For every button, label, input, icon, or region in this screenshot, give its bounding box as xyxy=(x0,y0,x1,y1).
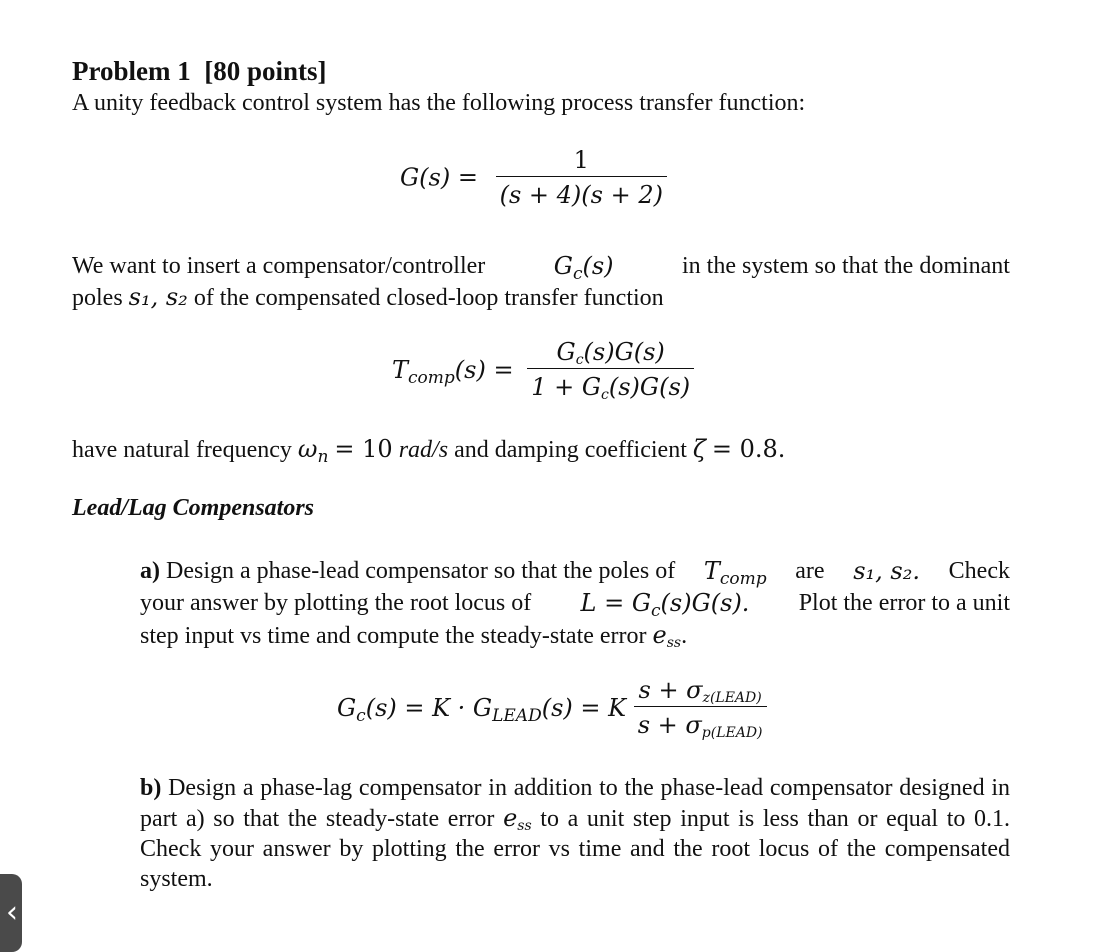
equation-tcomp-lhs: $T_{comp}(s)$ = xyxy=(392,355,514,388)
part-a-label: a) xyxy=(140,558,160,584)
equation-lead-fraction xyxy=(634,676,767,739)
part-a-line-2: your answer by plotting the root locus of $L = G_c(s)G(s)$. Plot the error to a unit xyxy=(140,589,1010,621)
section-heading: Lead/Lag Compensators xyxy=(72,495,315,521)
equation-g-fraction xyxy=(496,146,667,209)
equation-g-denominator: (s + 4)(s + 2) xyxy=(496,176,667,209)
equation-lead-lhs: $G_c(s) = K \cdot G_{LEAD}(s) = K$ xyxy=(337,693,627,726)
spec-line: have natural frequency $\omega_n = 10$ rad/s and damping coefficient ζ = 0.8. xyxy=(72,435,786,467)
part-b-ess: $e_{ss}$ xyxy=(503,804,532,834)
equation-lead-numerator: $s + \sigma_{z(LEAD)}$ xyxy=(638,676,762,706)
part-a-tcomp: $T_{comp}$ xyxy=(703,557,767,589)
description-poles: s₁, s₂ xyxy=(128,283,188,311)
equation-tcomp-numerator: $G_c(s)G(s)$ xyxy=(556,338,665,368)
part-b-label: b) xyxy=(140,775,162,801)
chevron-left-icon: ‹ xyxy=(6,895,18,930)
problem-intro: A unity feedback control system has the following process transfer function: xyxy=(72,90,806,116)
equation-tcomp-denominator: $1 + G_c(s)G(s)$ xyxy=(527,368,694,401)
description-line-2: poles s₁, s₂ of the compensated closed-loop transfer function xyxy=(72,283,664,311)
part-a-line-3: step input vs time and compute the steady-state error $e_{ss}$. xyxy=(140,621,688,651)
problem-points: [80 points] xyxy=(204,56,327,86)
equation-tcomp-fraction xyxy=(527,338,694,401)
spec-zeta: ζ xyxy=(692,435,706,463)
part-a-ess: $e_{ss}$ xyxy=(652,621,682,651)
back-button[interactable] xyxy=(0,874,22,952)
description-gc: $G_c(s)$ xyxy=(553,252,614,284)
problem-title xyxy=(72,56,327,87)
equation-lead-denominator: $s + \sigma_{p(LEAD)}$ xyxy=(634,706,767,739)
description-line-1 xyxy=(72,251,1010,282)
part-a-line-1: a) Design a phase-lead compensator so that the poles of $T_{comp}$ are s₁, s₂. Check xyxy=(140,557,1010,589)
description-text-2: in the system so that the dominant xyxy=(682,253,1010,279)
spec-omega-n: $\omega_n$ xyxy=(297,435,329,467)
problem-number: Problem 1 xyxy=(72,56,191,86)
description-text-1: We want to insert a compensator/controller xyxy=(72,253,486,279)
part-b-paragraph: b) Design a phase-lag compensator in addition to the phase-lead compensator designed in part a) so that the steady-state error $e_{ss}$ to a unit step input is less than or equal to 0.1. Check your answer by plotting the error vs time and the root locus of the compensated system. xyxy=(140,775,1011,892)
equation-g-lhs: G(s) = xyxy=(400,163,478,192)
spec-units: rad/s xyxy=(398,437,449,463)
equation-lead xyxy=(337,676,767,739)
equation-g-numerator: 1 xyxy=(573,146,589,174)
equation-tcomp xyxy=(392,338,694,401)
equation-g xyxy=(400,146,667,209)
part-a-l-expression: $L = G_c(s)G(s)$. xyxy=(580,589,750,621)
part-a-poles: s₁, s₂. xyxy=(853,557,920,585)
